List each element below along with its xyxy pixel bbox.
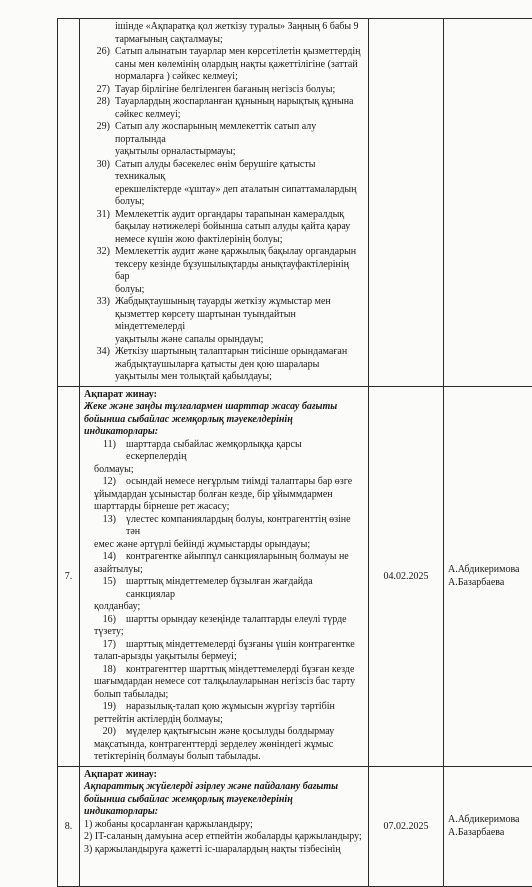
text-line: болмауы;: [94, 464, 364, 477]
item-text: [126, 439, 364, 477]
text-line: контрагентке айыппұл санкцияларының болмауы не: [126, 551, 364, 564]
responsible-name: А.Абдикеримова: [448, 563, 532, 576]
date: 04.02.2025: [369, 386, 444, 766]
item-number: 30): [84, 159, 115, 209]
item-text: [126, 726, 364, 764]
item-text: [126, 614, 364, 639]
list-item: [84, 96, 364, 121]
list-item: [84, 726, 364, 764]
text-line: Мемлекеттік аудит және қаржылық бақылау органдарын: [115, 246, 364, 259]
table-row: [58, 19, 532, 387]
item-number: 16): [84, 614, 126, 639]
text-line: уақытылы мен толықтай қабылдауы;: [115, 371, 364, 384]
responsible-cell: [444, 19, 532, 387]
responsible-name: А.Абдикеримова: [448, 813, 532, 826]
text-line: нормаларға ) сәйкес келмеуі;: [115, 71, 364, 84]
text-line: болуы;: [115, 196, 364, 209]
item-text: [115, 84, 364, 97]
item-text: [126, 476, 364, 514]
text-line: шағымдардан немесе сот талқылауларынан негізсіз бас тарту: [94, 676, 364, 689]
item-number: 15): [84, 576, 126, 614]
subheading-line: бойынша сыбайлас жемқорлық тәуекелдерінің: [84, 794, 364, 807]
plan-table: [57, 18, 532, 887]
text-line: наразылық-талап қою жұмысын жүргізу тәртібін: [126, 701, 364, 714]
text-line: шарттарда сыбайлас жемқорлыққа қарсы ескерпелердің: [126, 439, 364, 464]
date: 07.02.2025: [369, 766, 444, 886]
row-number: 8.: [58, 766, 80, 886]
item-text: [126, 701, 364, 726]
text-line: ерекшеліктерде «ұштау» деп аталатын сипаттамалардың: [115, 184, 364, 197]
list-item: [84, 576, 364, 614]
text-line: қолданбау;: [94, 601, 364, 614]
responsible-persons: [444, 386, 532, 766]
list-item: [84, 84, 364, 97]
text-line: Жеткізу шартының талаптарын тиісінше орындамаған: [115, 346, 364, 359]
item-text: [115, 246, 364, 296]
text-line: талап-арызды уақытылы бермеуі;: [94, 651, 364, 664]
text-line: Тауарлардың жоспарланған құнының нарықтық құнына: [115, 96, 364, 109]
content-block: [80, 767, 368, 859]
text-line: осындай немесе неғұрлым тиімді талаптары бар өзге: [126, 476, 364, 489]
text-line: мақсатында, контрагенттерді зерделеу жөніндегі жұмыс: [94, 739, 364, 752]
text-line: Сатып алынатын тауарлар мен көрсетілетін қызметтердің: [115, 46, 364, 59]
text-line: немесе күшін жою фактілерінің болуы;: [115, 234, 364, 247]
text-line: ұйымдардан ұсыныстар болған кезде, бір ұйыммдармен: [94, 489, 364, 502]
item-number: 34): [84, 346, 115, 384]
item-number: 31): [84, 209, 115, 247]
text-line: саны мен көлемінің олардың нақты қажеттілігіне (заттай: [115, 59, 364, 72]
date-cell: [369, 19, 444, 387]
text-line: реттейтін актілердің болмауы;: [94, 714, 364, 727]
list-item: [84, 46, 364, 84]
list-item: [84, 159, 364, 209]
content-block: [80, 387, 368, 766]
text-line: азайтылуы;: [94, 564, 364, 577]
item-number: 12): [84, 476, 126, 514]
subheading-line: индикаторлары:: [84, 426, 364, 439]
list-item: [84, 664, 364, 702]
text-line: ішінде «Ақпаратқа қол жеткізу туралы» Заңның 6 бабы 9: [84, 21, 364, 34]
subheading-line: бойынша сыбайлас жемқорлық тәуекелдерінің: [84, 414, 364, 427]
list-item: [84, 439, 364, 477]
list-item: [84, 346, 364, 384]
item-number: 26): [84, 46, 115, 84]
item-text: [115, 121, 364, 159]
list-item: [84, 121, 364, 159]
text-line: Жабдықтаушының тауарды жеткізу жұмыстар мен: [115, 296, 364, 309]
text-line: Сатып алуды бәсекелес өнім берушіге қатысты техникалық: [115, 159, 364, 184]
table-row: [58, 386, 532, 766]
list-item: [84, 639, 364, 664]
text-line: шартты орындау кезеңінде талаптарды елеулі түрде: [126, 614, 364, 627]
list-item: [84, 296, 364, 346]
text-line: Тауар бірлігіне белгіленген бағаның негізсіз болуы;: [115, 84, 364, 97]
item-number: 17): [84, 639, 126, 664]
item-number: 14): [84, 551, 126, 576]
subheading-line: Ақпараттық жүйелерді әзірлеу және пайдалану бағыты: [84, 781, 364, 794]
item-text: [115, 46, 364, 84]
list-item: [84, 209, 364, 247]
content-cell: [80, 19, 369, 387]
item-text: [115, 346, 364, 384]
list-item: [84, 551, 364, 576]
content-cell: [80, 386, 369, 766]
subheading-line: индикаторлары:: [84, 806, 364, 819]
item-number: 32): [84, 246, 115, 296]
list-item: 2) IT-саланың дамуына әсер етпейтін жобаларды қаржыландыру;: [84, 831, 364, 844]
list-item: [84, 614, 364, 639]
item-number: 20): [84, 726, 126, 764]
text-line: уақытылы орналастырмауы;: [115, 146, 364, 159]
item-number: 11): [84, 439, 126, 477]
text-line: түзету;: [94, 626, 364, 639]
item-text: [126, 514, 364, 552]
text-line: тетіктерінің болмауы болып табылады.: [94, 751, 364, 764]
item-number: 27): [84, 84, 115, 97]
text-line: болуы;: [115, 284, 364, 297]
text-line: емес және әртүрлі бейінді жұмыстарды орындауы;: [94, 539, 364, 552]
item-number: 28): [84, 96, 115, 121]
text-line: тармағының сақталмауы;: [84, 34, 364, 47]
text-line: Сатып алу жоспарының мемлекеттік сатып алу порталында: [115, 121, 364, 146]
text-line: шарттарды бірнеше рет жасасу;: [94, 501, 364, 514]
item-text: [115, 296, 364, 346]
list-item: [84, 476, 364, 514]
item-number: 29): [84, 121, 115, 159]
item-text: [115, 96, 364, 121]
text-line: тексеру кезінде бұзушылықтарды анықтауфактілерінің бар: [115, 259, 364, 284]
text-line: жабдықтаушыларға қатысты ден қою шаралары: [115, 359, 364, 372]
content-block: [80, 19, 368, 386]
list-item: [84, 514, 364, 552]
item-text: [115, 209, 364, 247]
section-heading: Ақпарат жинау:: [84, 389, 364, 402]
item-text: [126, 639, 364, 664]
text-line: болып табылады;: [94, 689, 364, 702]
text-line: үлестес компаниялардың болуы, контрагенттің өзіне тән: [126, 514, 364, 539]
text-line: мүделер қақтығысын және қосылуды болдырмау: [126, 726, 364, 739]
item-number: 13): [84, 514, 126, 552]
responsible-name: А.Базарбаева: [448, 826, 532, 839]
list-item: 3) қаржыландыруға қажетті іс-шаралардың нақты тізбесінің: [84, 844, 364, 857]
text-line: уақытылы және сапалы орындауы;: [115, 334, 364, 347]
item-text: [126, 551, 364, 576]
table-row: [58, 766, 532, 886]
row-number: 7.: [58, 386, 80, 766]
list-item: [84, 701, 364, 726]
item-number: 18): [84, 664, 126, 702]
text-line: сәйкес келмеуі;: [115, 109, 364, 122]
item-text: [115, 159, 364, 209]
text-line: шарттық міндеттемелерді бұзғаны үшін контрагентке: [126, 639, 364, 652]
text-line: қызметтер көрсету шартынан туындайтын міндеттемелерді: [115, 309, 364, 334]
responsible-name: А.Базарбаева: [448, 576, 532, 589]
text-line: контрагенттер шарттық міндеттемелерді бұзған кезде: [126, 664, 364, 677]
item-number: 19): [84, 701, 126, 726]
content-cell: [80, 766, 369, 886]
text-line: шарттық міндеттемелер бұзылған жағдайда санкциялар: [126, 576, 364, 601]
row-number-cell: [58, 19, 80, 387]
item-text: [126, 664, 364, 702]
section-heading: Ақпарат жинау:: [84, 769, 364, 782]
responsible-persons: [444, 766, 532, 886]
text-line: бақылау нәтижелері бойынша сатып алуды қайта қарау: [115, 221, 364, 234]
subheading-line: Жеке және заңды тұлғалармен шарттар жасау бағыты: [84, 401, 364, 414]
item-text: [126, 576, 364, 614]
list-item: [84, 246, 364, 296]
item-number: 33): [84, 296, 115, 346]
text-line: Мемлекеттік аудит органдары тарапынан камералдық: [115, 209, 364, 222]
list-item: 1) жобаны қосарланған қаржыландыру;: [84, 819, 364, 832]
